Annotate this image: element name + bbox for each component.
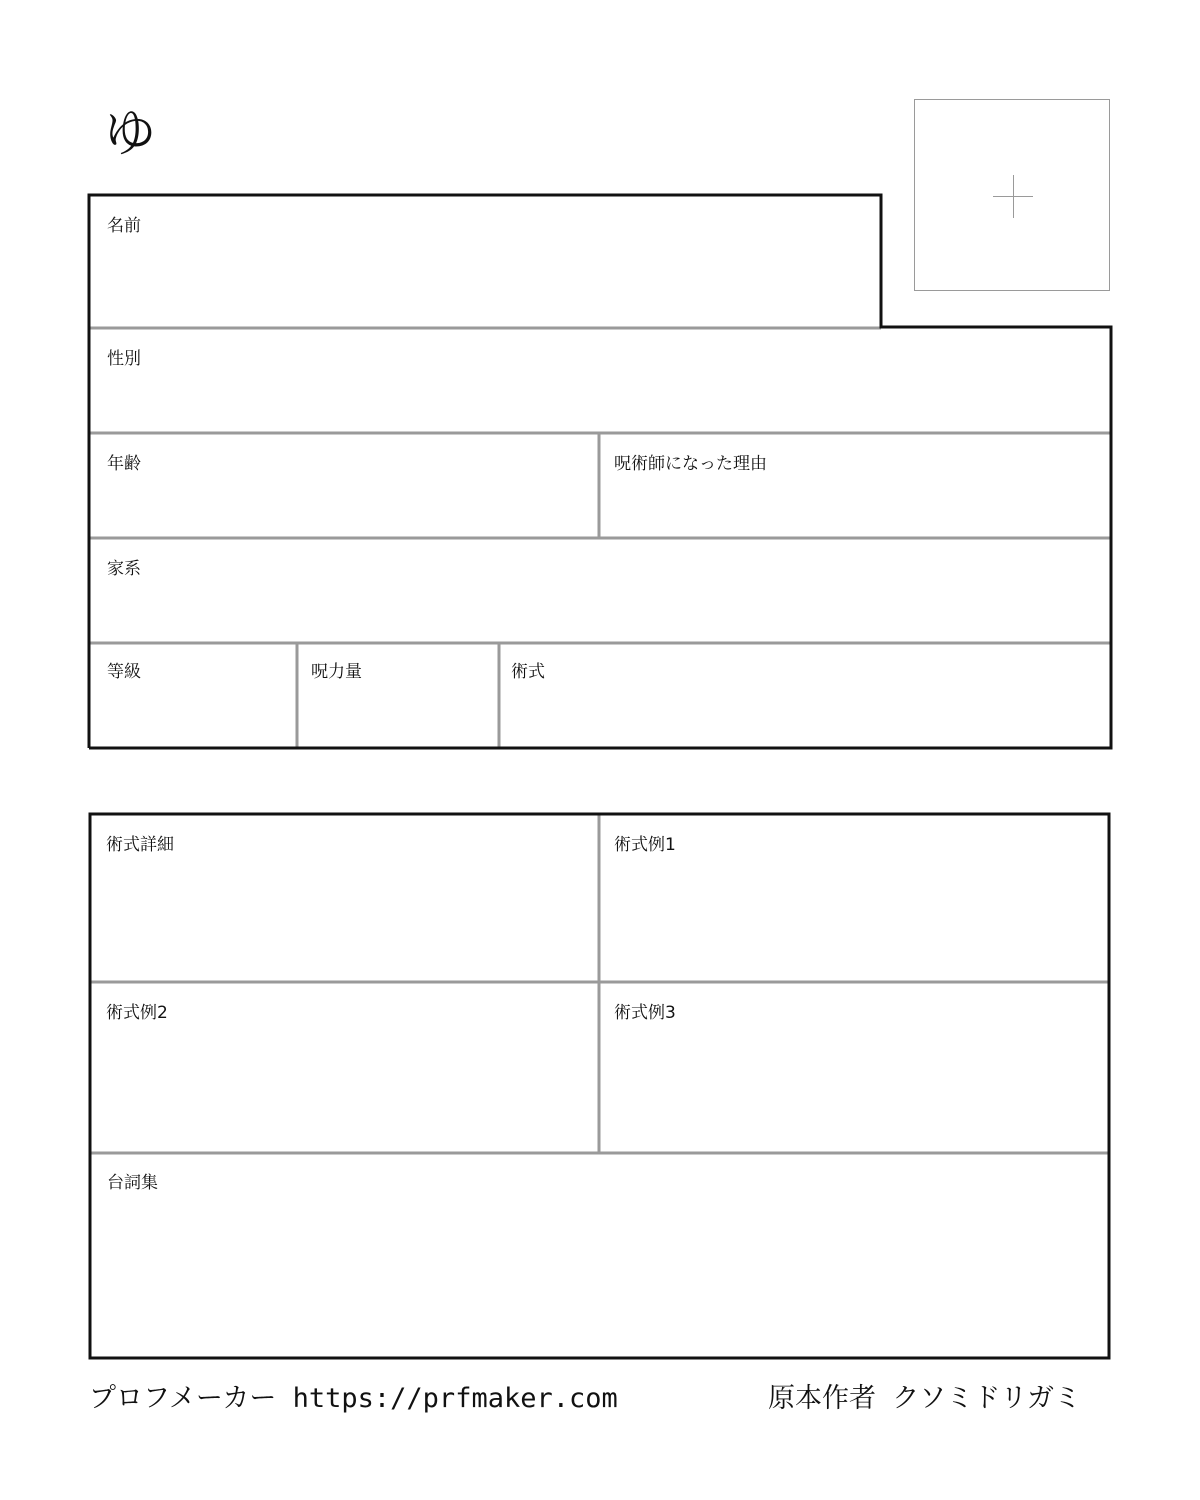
name-field[interactable] <box>91 197 879 326</box>
footer-credit-left: プロフメーカー https://prfmaker.com <box>89 1383 618 1414</box>
lineage-field[interactable] <box>91 540 1109 641</box>
gender-field[interactable] <box>91 330 1109 431</box>
technique-detail-field[interactable] <box>92 816 597 980</box>
quotes-label: 台詞集 <box>107 1173 158 1193</box>
technique-example-2-label: 術式例2 <box>106 1003 168 1023</box>
technique-detail-label: 術式詳細 <box>106 835 174 855</box>
technique-example-1-label: 術式例1 <box>614 835 676 855</box>
technique-example-3-field[interactable] <box>601 984 1107 1151</box>
technique-label: 術式 <box>511 662 545 682</box>
grade-label: 等級 <box>107 662 141 682</box>
reason-label: 呪術師になった理由 <box>614 454 767 474</box>
technique-example-3-label: 術式例3 <box>614 1003 676 1023</box>
cursed-energy-field[interactable] <box>299 645 497 746</box>
grade-field[interactable] <box>91 645 295 746</box>
reason-field[interactable] <box>601 435 1109 536</box>
cursed-energy-label: 呪力量 <box>311 662 362 682</box>
gender-label: 性別 <box>107 349 141 369</box>
lineage-label: 家系 <box>107 559 141 579</box>
age-label: 年齢 <box>107 454 141 474</box>
technique-example-2-field[interactable] <box>92 984 597 1151</box>
footer-credit-right: 原本作者 クソミドリガミ <box>768 1383 1081 1414</box>
age-field[interactable] <box>91 435 597 536</box>
name-label: 名前 <box>107 216 141 236</box>
technique-example-1-field[interactable] <box>601 816 1107 980</box>
quotes-field[interactable] <box>92 1155 1107 1356</box>
technique-field[interactable] <box>501 645 1109 746</box>
title-glyph: ゆ <box>104 104 157 164</box>
